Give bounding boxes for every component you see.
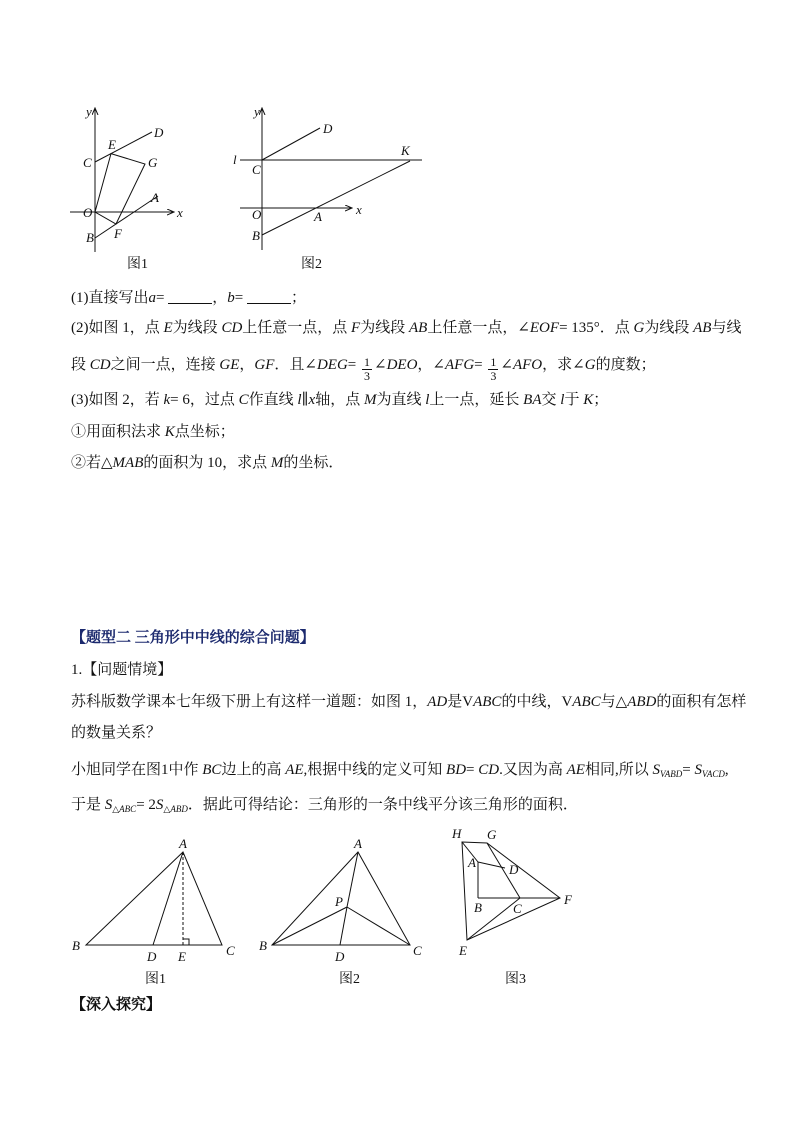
label-point-a: A [468, 855, 476, 870]
figure-1-coordinate [70, 104, 183, 272]
math-var: EOF [529, 320, 560, 336]
math-var: AFO [512, 357, 543, 373]
text-run: 的数量关系？ [71, 725, 162, 741]
math-var: M [270, 455, 284, 471]
text-run: = [466, 762, 479, 778]
label-point-f: F [564, 892, 572, 907]
math-var: K [164, 424, 175, 440]
math-var: GE [219, 357, 240, 373]
label-point-e: E [178, 949, 186, 964]
math-var: G [633, 320, 645, 336]
text-run: 的度数； [595, 357, 656, 373]
text-run: ,根据中线的定义可知 [303, 762, 447, 778]
coordinate-figures [60, 95, 440, 275]
text-run: 【深入探究】 [71, 997, 162, 1013]
label-y-axis: y [254, 104, 260, 119]
fraction-denominator: 3 [490, 368, 497, 383]
label-point-b: B [72, 938, 80, 953]
text-run: 为线段 [360, 320, 409, 336]
math-var: AFG [445, 357, 475, 373]
right-angle-mark [183, 939, 189, 945]
math-var: k [163, 392, 171, 408]
text-run: ； [593, 392, 609, 408]
problem-text-line-1 [71, 692, 746, 716]
math-var: BC [202, 762, 222, 778]
label-point-a: A [151, 190, 159, 205]
fraction-one-third [362, 356, 372, 383]
math-var: ABC [572, 694, 601, 710]
text-run: 的面积有怎样 [656, 694, 747, 710]
text-run: .又因为高 [499, 762, 567, 778]
text-run: 1.【问题情境】 [71, 662, 173, 678]
label-point-d: D [323, 121, 333, 136]
question-3-sub-1 [71, 422, 235, 446]
label-point-c: C [83, 155, 92, 170]
label-point-b: B [252, 228, 260, 243]
math-var: C [238, 392, 249, 408]
math-var: ABC [473, 694, 502, 710]
text-run: 轴，点 [315, 392, 364, 408]
segment-ap [347, 852, 358, 907]
text-run: = [234, 290, 247, 306]
math-var: l [297, 392, 302, 408]
label-x-axis: x [177, 205, 183, 220]
label-point-c: C [513, 901, 522, 916]
math-var: E [163, 320, 173, 336]
segment-bp [272, 907, 347, 945]
text-run: = [682, 762, 695, 778]
question-3 [71, 390, 608, 414]
label-point-g: G [487, 827, 497, 842]
fraction-numerator: 1 [364, 354, 371, 369]
question-1 [71, 288, 306, 312]
text-run: 之间一点，连接 [110, 357, 220, 373]
label-point-d: D [154, 125, 164, 140]
label-line-l: l [233, 152, 237, 167]
label-point-p: P [335, 894, 343, 909]
problem-text-line-2 [71, 723, 161, 747]
text-run: 上任意一点，点 [242, 320, 352, 336]
math-var: AE [285, 762, 304, 778]
text-run: 苏科版数学课本七年级下册上有这样一道题：如图 1， [71, 694, 428, 710]
text-run: ∠ [374, 357, 387, 373]
area-subscript: △ABD [163, 804, 188, 814]
quadrilateral-oegf [95, 154, 145, 224]
text-run: 的中线，V [501, 694, 573, 710]
math-var: MAB [112, 455, 144, 471]
text-run: 作直线 [248, 392, 298, 408]
math-var: b [227, 290, 235, 306]
text-run: = 135°．点 [559, 320, 634, 336]
label-point-e: E [459, 943, 467, 958]
math-var: M [363, 392, 377, 408]
figure-caption: 图3 [505, 972, 526, 987]
text-run: = [156, 290, 169, 306]
text-run: ，∠ [417, 357, 445, 373]
math-var: CD [221, 320, 243, 336]
line-bk [262, 161, 410, 235]
figure-caption: 图2 [339, 972, 360, 987]
text-run: ①用面积法求 [71, 424, 165, 440]
text-run: ∥ [301, 392, 309, 408]
math-var: BA [523, 392, 542, 408]
label-point-a: A [179, 836, 187, 851]
label-point-f: F [114, 226, 122, 241]
answer-blank-a [168, 289, 212, 304]
figure-2-triangle [259, 836, 422, 987]
text-run: 段 [71, 357, 90, 373]
math-var: DEO [386, 357, 418, 373]
text-run: ， [239, 357, 255, 373]
math-var: BD [446, 762, 467, 778]
text-run: = [474, 357, 487, 373]
math-var: l [560, 392, 565, 408]
area-subscript: VABD [659, 769, 683, 779]
text-run: 为线段 [644, 320, 694, 336]
text-run: = [347, 357, 361, 373]
math-var: AD [427, 694, 448, 710]
label-point-c: C [413, 943, 422, 958]
section-title: 【题型二 三角形中中线的综合问题】 [71, 630, 315, 646]
math-var: x [308, 392, 316, 408]
label-point-g: G [148, 155, 158, 170]
quadrilateral-hgfe [462, 842, 560, 940]
problem-text-line-4 [71, 795, 578, 819]
area-subscript: △ABC [112, 804, 137, 814]
label-point-d: D [147, 949, 157, 964]
math-var: CD [478, 762, 500, 778]
figure-caption: 图1 [145, 972, 166, 987]
label-point-b: B [86, 230, 94, 245]
problem-text-line-3 [71, 760, 729, 784]
text-run: 上任意一点，∠ [427, 320, 530, 336]
triangle-figures [60, 820, 600, 990]
text-run: (3)如图 2，若 [71, 392, 164, 408]
text-run: ，求∠ [542, 357, 585, 373]
ray-cd [262, 128, 320, 160]
area-symbol: S [694, 762, 703, 778]
text-run: 于 [564, 392, 584, 408]
text-run: 是V [447, 694, 474, 710]
label-point-e: E [108, 137, 116, 152]
triangle-abc [86, 852, 222, 945]
text-run: 的面积为 10，求点 [143, 455, 271, 471]
label-point-c: C [226, 943, 235, 958]
text-run: ； [290, 290, 306, 306]
text-run: 交 [541, 392, 561, 408]
label-x-axis: x [356, 202, 362, 217]
label-point-h: H [452, 826, 462, 841]
label-point-d: D [509, 862, 519, 877]
text-run: 的坐标． [283, 455, 344, 471]
text-run: (1)直接写出 [71, 290, 149, 306]
text-run: = 2 [136, 797, 156, 813]
text-run: ∠ [500, 357, 513, 373]
text-run: 点坐标； [174, 424, 235, 440]
label-point-a: A [314, 209, 322, 224]
text-run: , [724, 762, 729, 778]
math-var: K [583, 392, 594, 408]
figure-2-coordinate [233, 104, 422, 272]
figure-3-quadrilateral [451, 826, 573, 987]
fraction-denominator: 3 [364, 368, 371, 383]
math-var: ABD [627, 694, 657, 710]
figure-caption: 图2 [301, 257, 322, 272]
label-point-d: D [335, 949, 345, 964]
next-section-heading [71, 995, 161, 1019]
answer-blank-b [247, 289, 291, 304]
label-point-c: C [252, 162, 261, 177]
area-symbol: S [155, 797, 164, 813]
text-run: ②若△ [71, 455, 113, 471]
fraction-one-third [488, 356, 498, 383]
text-run: 与△ [600, 694, 628, 710]
question-2-line-1 [71, 318, 741, 342]
text-run: ．据此可得结论：三角形的一条中线平分该三角形的面积． [187, 797, 578, 813]
text-run: ， [212, 290, 228, 306]
label-point-b: B [259, 938, 267, 953]
math-var: G [584, 357, 596, 373]
segment-pc [347, 907, 410, 945]
text-run: 与线 [711, 320, 742, 336]
text-run: 为直线 [376, 392, 426, 408]
fraction-numerator: 1 [490, 354, 497, 369]
question-2-line-2 [71, 350, 656, 384]
math-var: CD [89, 357, 111, 373]
area-symbol: S [104, 797, 113, 813]
math-var: DEG [316, 357, 348, 373]
math-var: AE [566, 762, 585, 778]
section-header [71, 628, 315, 652]
label-point-k: K [401, 143, 410, 158]
text-run: 为线段 [172, 320, 222, 336]
label-point-b: B [474, 900, 482, 915]
math-var: AB [408, 320, 428, 336]
math-var: GF [254, 357, 275, 373]
text-run: 边上的高 [221, 762, 286, 778]
text-run: 于是 [71, 797, 105, 813]
text-run: ．且∠ [274, 357, 317, 373]
label-point-o: O [83, 205, 93, 220]
question-3-sub-2 [71, 453, 343, 477]
label-point-a: A [354, 836, 362, 851]
figure-caption: 图1 [127, 257, 148, 272]
text-run: 上一点，延长 [429, 392, 524, 408]
area-subscript: VACD [702, 769, 725, 779]
text-run: = 6，过点 [170, 392, 239, 408]
text-run: 小旭同学在图1中作 [71, 762, 203, 778]
area-symbol: S [652, 762, 660, 778]
text-run: 相同,所以 [584, 762, 653, 778]
label-point-o: O [252, 207, 262, 222]
problem-title [71, 660, 172, 684]
math-var: AB [693, 320, 712, 336]
math-var: F [351, 320, 361, 336]
segment-pd [340, 907, 347, 945]
figure-1-triangle [72, 836, 235, 987]
label-y-axis: y [86, 104, 92, 119]
math-var: a [148, 290, 156, 306]
math-var: l [425, 392, 430, 408]
text-run: (2)如图 1，点 [71, 320, 164, 336]
